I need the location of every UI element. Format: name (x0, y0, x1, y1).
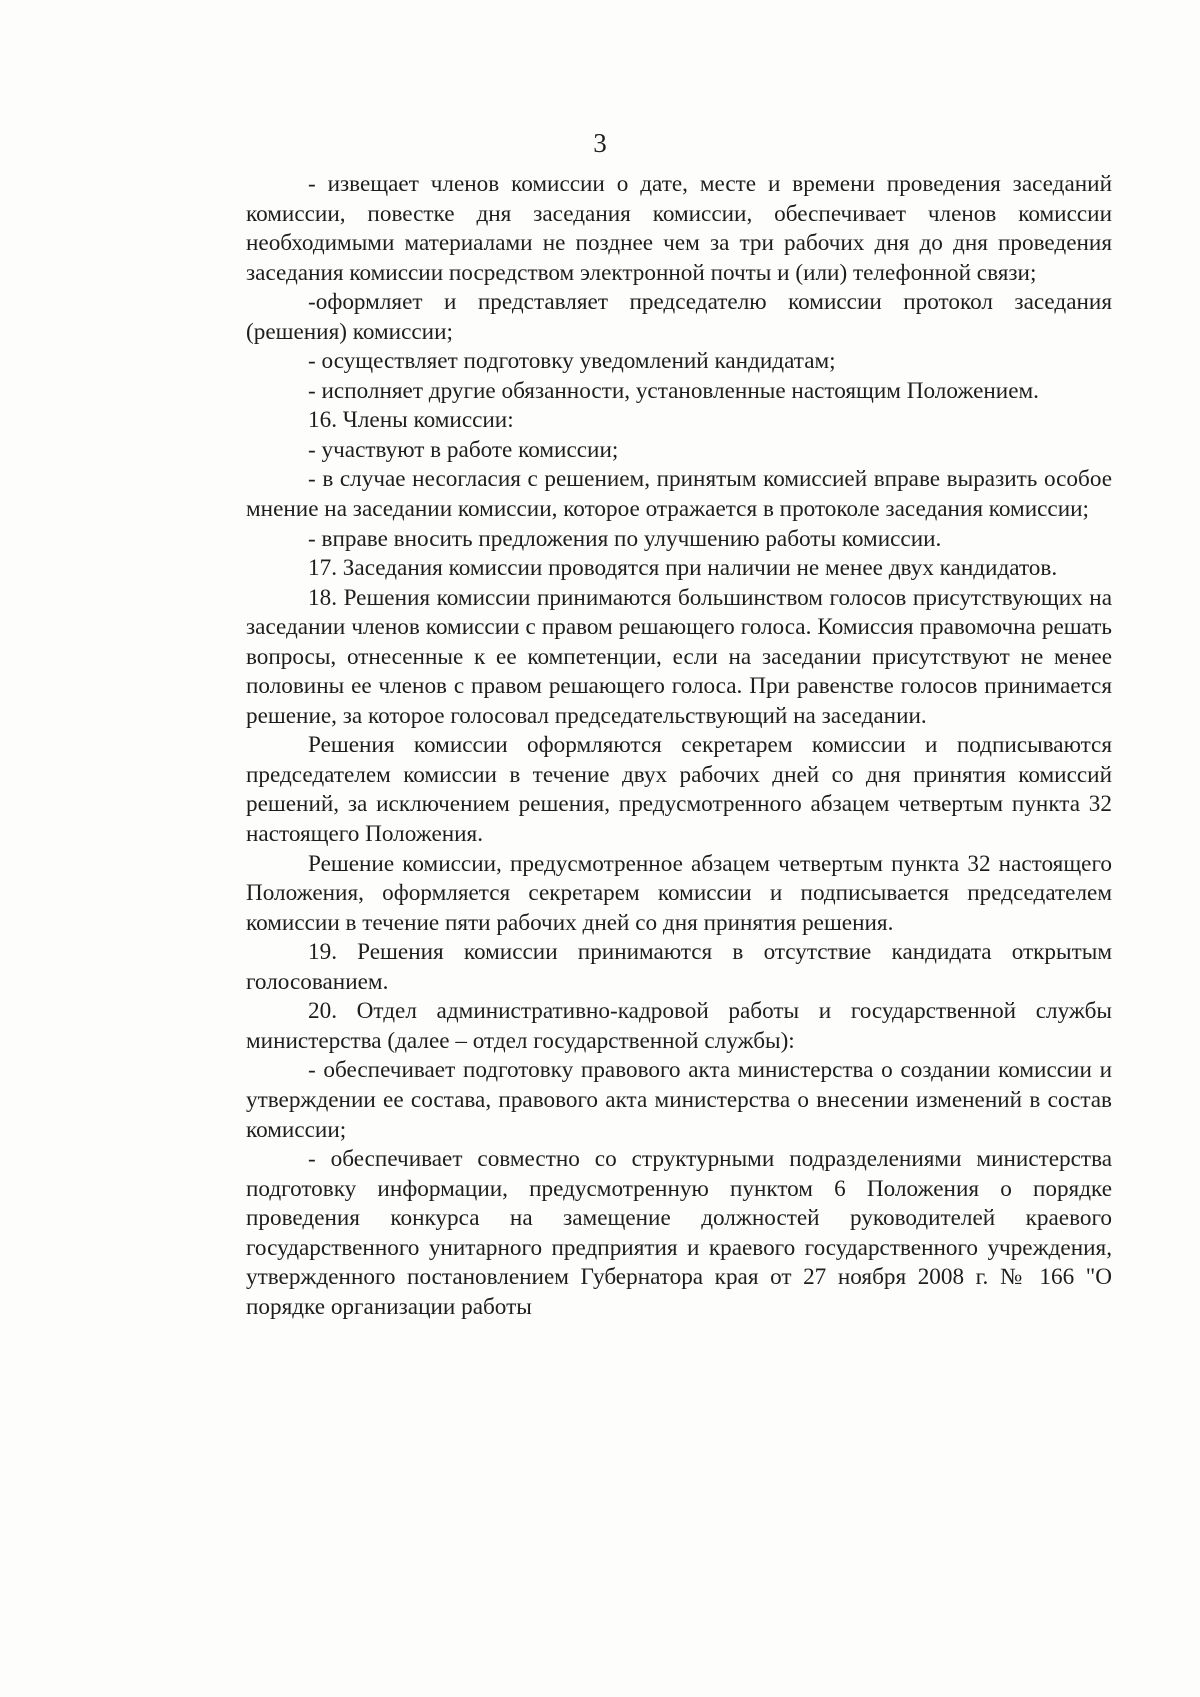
paragraph-secretary-notifies: - извещает членов комиссии о дате, месте и времени проведения заседаний комиссии, повестке дня заседания комиссии, обеспечивает членов комиссии необходимыми материалами не позднее чем за три рабочих дня до дня проведения заседания комиссии посредством электронной почты и (или) телефонной связи; (246, 171, 1112, 286)
paragraph-members-dissent: - в случае несогласия с решением, принятым комиссией вправе выразить особое мнение на заседании комиссии, которое отражается в протоколе заседания комиссии; (246, 466, 1112, 523)
paragraph-secretary-other-duties: - исполняет другие обязанности, установленные настоящим Положением. (308, 377, 1039, 404)
paragraph-18-decisions: 18. Решения комиссии принимаются большинством голосов присутствующих на заседании членов комиссии с правом решающего голоса. Комиссия правомочна решать вопросы, отнесенные к ее компетенции, если на заседании присутствуют не менее половины ее членов с правом решающего голоса. При равенстве голосов принимается решение, за которое голосовал председательствующий на заседании. (246, 584, 1112, 729)
paragraph-members-proposals: - вправе вносить предложения по улучшению работы комиссии. (308, 525, 942, 552)
paragraph-department-information: - обеспечивает совместно со структурными подразделениями министерства подготовку информации, предусмотренную пунктом 6 Положения о порядке проведения конкурса на замещение должностей руководителей краевого государственного унитарного предприятия и краевого государственного учреждения, утвержденного постановлением Губернатора края от 27 ноября 2008 г. № 166 "О порядке организации работы (246, 1146, 1112, 1320)
paragraph-19-voting: 19. Решения комиссии принимаются в отсутствие кандидата открытым голосованием. (246, 939, 1112, 995)
paragraph-secretary-protocol: -оформляет и представляет председателю комиссии протокол заседания (решения) комиссии; (246, 289, 1112, 345)
paragraph-17-meetings: 17. Заседания комиссии проводятся при наличии не менее двух кандидатов. (308, 555, 1058, 582)
paragraph-20-department: 20. Отдел административно-кадровой работы и государственной службы министерства (далее – отдел государственной службы): (246, 998, 1112, 1054)
paragraph-16-members: 16. Члены комиссии: (308, 407, 514, 434)
document-body (246, 170, 1112, 1322)
paragraph-members-participate: - участвуют в работе комиссии; (308, 436, 619, 463)
paragraph-decisions-drafting: Решения комиссии оформляются секретарем комиссии и подписываются председателем комиссии в течение двух рабочих дней со дня принятия комиссий решений, за исключением решения, предусмотренного абзацем четвертым пункта 32 настоящего Положения. (246, 732, 1112, 848)
paragraph-secretary-notices: - осуществляет подготовку уведомлений кандидатам; (308, 348, 836, 375)
paragraph-department-legal-act: - обеспечивает подготовку правового акта министерства о создании комиссии и утверждении ее состава, правового акта министерства о внесении изменений в состав комиссии; (246, 1057, 1112, 1143)
paragraph-decision-item-32: Решение комиссии, предусмотренное абзацем четвертым пункта 32 настоящего Положения, оформляется секретарем комиссии и подписывается председателем комиссии в течение пяти рабочих дней со дня принятия решения. (246, 850, 1112, 936)
page-number: 3 (593, 128, 607, 158)
